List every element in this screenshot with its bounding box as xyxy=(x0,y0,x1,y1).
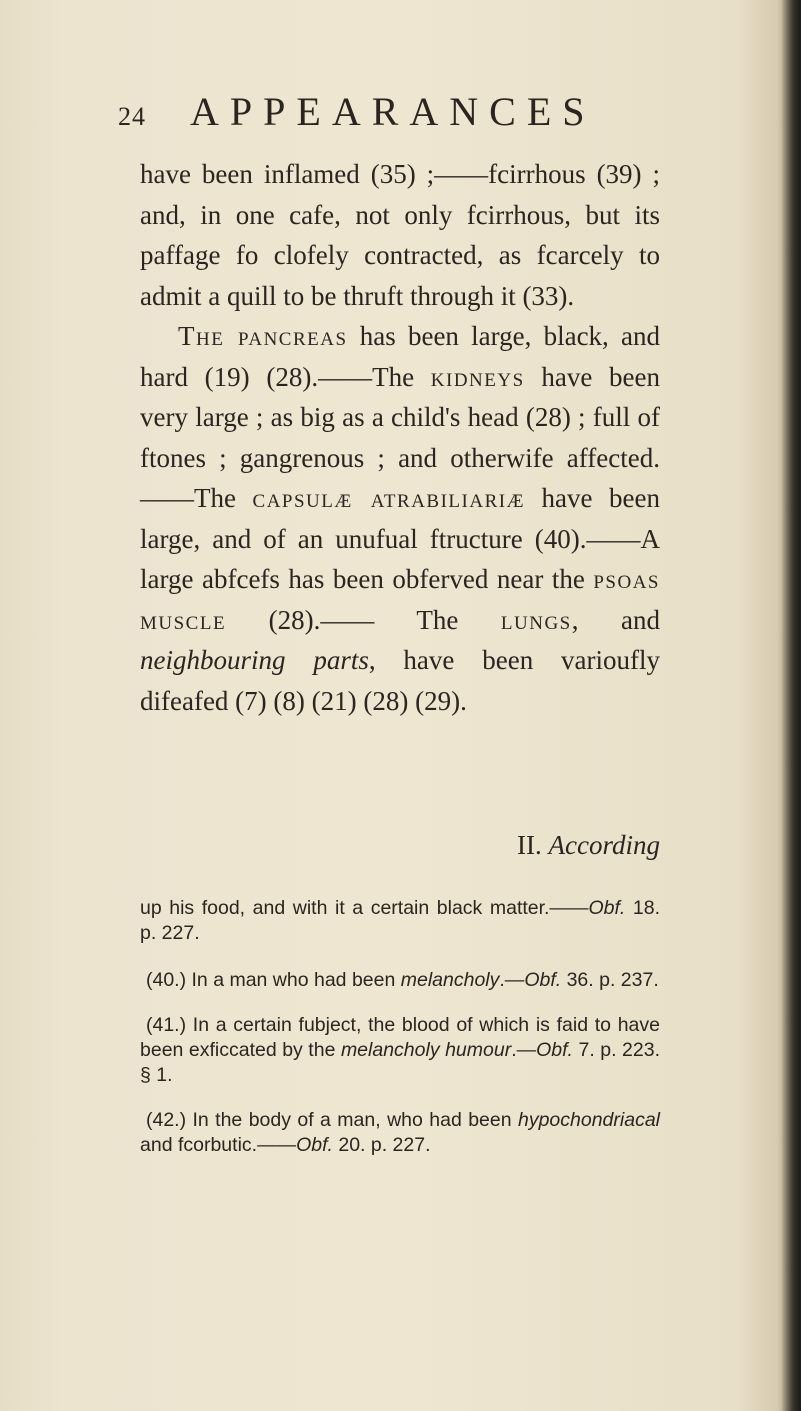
running-title: APPEARANCES xyxy=(190,89,596,134)
text-run: , and xyxy=(571,604,660,635)
text-run: Obf. xyxy=(296,1134,333,1156)
text-run: 36. p. 237. xyxy=(561,969,659,991)
catchword-word: According xyxy=(548,830,660,860)
text-run: (28).—— The xyxy=(226,604,501,635)
text-run: (41.) In a certain fubject, the blood of which is faid to have been exficcated by the xyxy=(140,1014,660,1061)
text-run: Obf. xyxy=(536,1039,573,1061)
text-run: hypochondriacal xyxy=(517,1109,660,1131)
text-run: (42.) In the body of a man, who had been xyxy=(146,1109,518,1131)
main-text xyxy=(140,154,660,721)
footnotes xyxy=(140,896,660,1178)
text-run: 18. p. 227. xyxy=(140,897,660,944)
text-run: melancholy humour xyxy=(340,1039,512,1061)
text-run: 7. p. 223. § 1. xyxy=(140,1039,660,1086)
text-run: has been large, black, and hard (19) (28).——The xyxy=(140,321,660,392)
text-run: .— xyxy=(499,969,525,991)
paragraph-pancreas xyxy=(140,316,660,721)
text-run: have been large, and of an unufual ftructure (40).——A large abfcefs has been obferved near the xyxy=(140,483,660,594)
text-run: lungs xyxy=(500,604,572,635)
text-run: kidneys xyxy=(430,361,525,392)
text-run: 20. p. 227. xyxy=(332,1134,431,1156)
text-run: melancholy xyxy=(400,969,500,991)
text-run: and fcorbutic.—— xyxy=(140,1134,297,1156)
footnote-40 xyxy=(140,968,660,993)
text-run: psoas muscle xyxy=(140,564,660,635)
page-header xyxy=(118,88,700,138)
footnote-41 xyxy=(140,1013,660,1088)
catchword-numeral: II. xyxy=(517,830,542,860)
book-spine-shadow xyxy=(781,0,801,1411)
text-run: neighbouring parts xyxy=(140,645,369,675)
page-number: 24 xyxy=(118,102,146,131)
text-run: .— xyxy=(511,1039,537,1061)
footnote-continuation xyxy=(140,896,660,946)
text-run: up his food, and with it a certain black matter.—— xyxy=(140,897,589,919)
text-run: (40.) In a man who had been xyxy=(146,969,401,991)
text-run: have been very large ; as big as a child's head (28) ; full of ftones ; gangrenous ; and otherwife affected.——The xyxy=(140,361,661,513)
text-run: , have been varioufly difeafed (7) (8) (21) (28) (29). xyxy=(140,645,660,716)
text-run: The pancreas xyxy=(178,321,348,351)
text-run: capsulæ atrabiliariæ xyxy=(252,483,525,513)
footnote-42 xyxy=(140,1108,660,1158)
paragraph-continuation: have been inflamed (35) ;——fcirrhous (39) ; and, in one cafe, not only fcirrhous, but its paffage fo clofely contracted, as fcarcely to admit a quill to be thruft through it (33). xyxy=(140,159,660,311)
catchword xyxy=(517,830,660,861)
footnote-divider xyxy=(140,890,660,891)
text-run: Obf. xyxy=(524,969,562,991)
text-run: Obf. xyxy=(588,897,626,919)
